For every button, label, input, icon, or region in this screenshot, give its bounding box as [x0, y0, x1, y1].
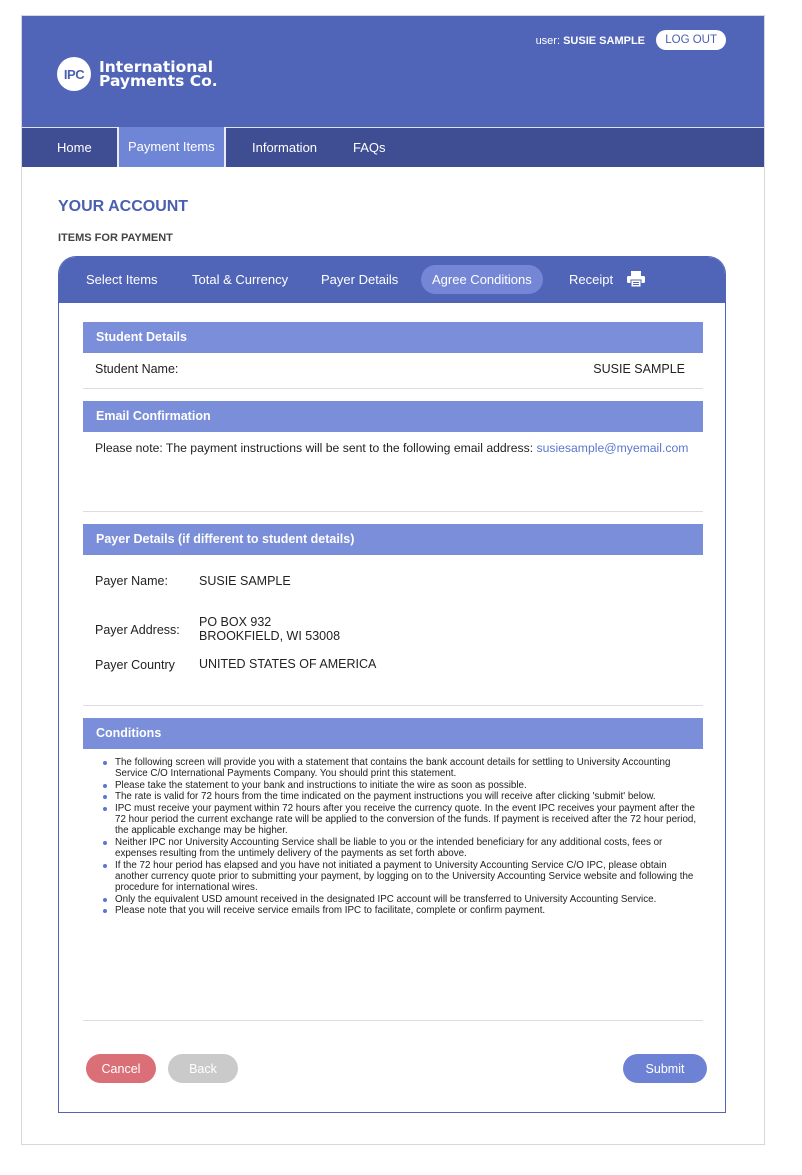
student-name-value: SUSIE SAMPLE — [593, 362, 685, 376]
nav-information[interactable]: Information — [252, 140, 318, 155]
submit-button[interactable]: Submit — [623, 1054, 707, 1083]
condition-item: The following screen will provide you with a statement that contains the bank account details for settling to University Accounting Service C/O International Payments Company. You should print this statement. — [99, 757, 699, 780]
payment-panel — [58, 256, 726, 1113]
nav-payment-items[interactable]: Payment Items — [117, 127, 226, 167]
nav-home[interactable]: Home — [57, 140, 92, 155]
logo-line-1: International — [99, 58, 214, 76]
page-subtitle: ITEMS FOR PAYMENT — [58, 232, 173, 244]
logo-line-2: Payments Co. — [99, 72, 218, 90]
step-tabs — [59, 257, 725, 303]
step-select-items[interactable]: Select Items — [86, 272, 158, 287]
conditions-heading: Conditions — [83, 718, 703, 749]
step-payer-details[interactable]: Payer Details — [321, 272, 399, 287]
payer-address-label: Payer Address: — [95, 623, 180, 637]
payer-address-line-1: PO BOX 932 — [199, 615, 272, 629]
payer-details-heading: Payer Details (if different to student details) — [83, 524, 703, 555]
logout-button[interactable]: LOG OUT — [656, 30, 726, 50]
nav-faqs[interactable]: FAQs — [353, 140, 386, 155]
condition-item: Neither IPC nor University Accounting Service shall be liable to you or the intended beneficiary for any additional costs, fees or expenses resulting from the untimely delivery of the payments as set forth above. — [99, 837, 699, 860]
condition-item: If the 72 hour period has elapsed and you have not initiated a payment to University Accounting Service C/O IPC, please obtain another currency quote prior to submitting your payment, by logging on to the University Accounting Service website and following the procedure for international wires. — [99, 860, 699, 894]
back-button[interactable]: Back — [168, 1054, 238, 1083]
payer-country-value: UNITED STATES OF AMERICA — [199, 657, 377, 671]
student-name-label: Student Name: — [95, 362, 179, 376]
company-logo[interactable] — [57, 57, 218, 91]
payer-address-line-2: BROOKFIELD, WI 53008 — [199, 629, 341, 643]
user-label: user: — [535, 35, 561, 47]
email-note-text: Please note: The payment instructions will be sent to the following email address: — [95, 441, 534, 455]
step-total-currency[interactable]: Total & Currency — [192, 272, 289, 287]
conditions-list — [99, 757, 699, 917]
student-details-heading: Student Details — [83, 322, 703, 353]
payer-name-label: Payer Name: — [95, 574, 168, 588]
page-title: YOUR ACCOUNT — [58, 198, 189, 215]
divider — [83, 511, 703, 512]
email-address-link[interactable]: susiesample@myemail.com — [536, 441, 689, 455]
email-note — [95, 441, 688, 455]
main-nav — [22, 127, 764, 167]
condition-item: Please note that you will receive service emails from IPC to facilitate, complete or confirm payment. — [99, 905, 699, 916]
condition-item: Only the equivalent USD amount received in the designated IPC account will be transferred to University Accounting Service. — [99, 894, 699, 905]
payer-country-label: Payer Country — [95, 658, 175, 672]
printer-icon[interactable] — [627, 271, 645, 287]
condition-item: Please take the statement to your bank and instructions to initiate the wire as soon as possible. — [99, 780, 699, 791]
payer-name-value: SUSIE SAMPLE — [199, 574, 291, 588]
divider — [83, 705, 703, 706]
cancel-button[interactable]: Cancel — [86, 1054, 156, 1083]
divider — [83, 1020, 703, 1021]
user-name: SUSIE SAMPLE — [563, 35, 645, 47]
logo-badge: IPC — [57, 57, 91, 91]
divider — [83, 388, 703, 389]
user-info — [536, 35, 645, 47]
step-agree-conditions[interactable]: Agree Conditions — [421, 265, 543, 294]
site-header — [22, 16, 764, 127]
email-confirmation-heading: Email Confirmation — [83, 401, 703, 432]
page-frame — [21, 15, 765, 1145]
condition-item: The rate is valid for 72 hours from the time indicated on the payment instructions you will receive after clicking 'submit' below. — [99, 791, 699, 802]
step-receipt[interactable]: Receipt — [569, 272, 614, 287]
condition-item: IPC must receive your payment within 72 hours after you receive the currency quote. In the event IPC receives your payment after the 72 hour period the current exchange rate will be applied to the conversion of the funds. If payment is received after the 72 hour period, the applicable exchange may be higher. — [99, 803, 699, 837]
logo-text — [99, 60, 218, 88]
